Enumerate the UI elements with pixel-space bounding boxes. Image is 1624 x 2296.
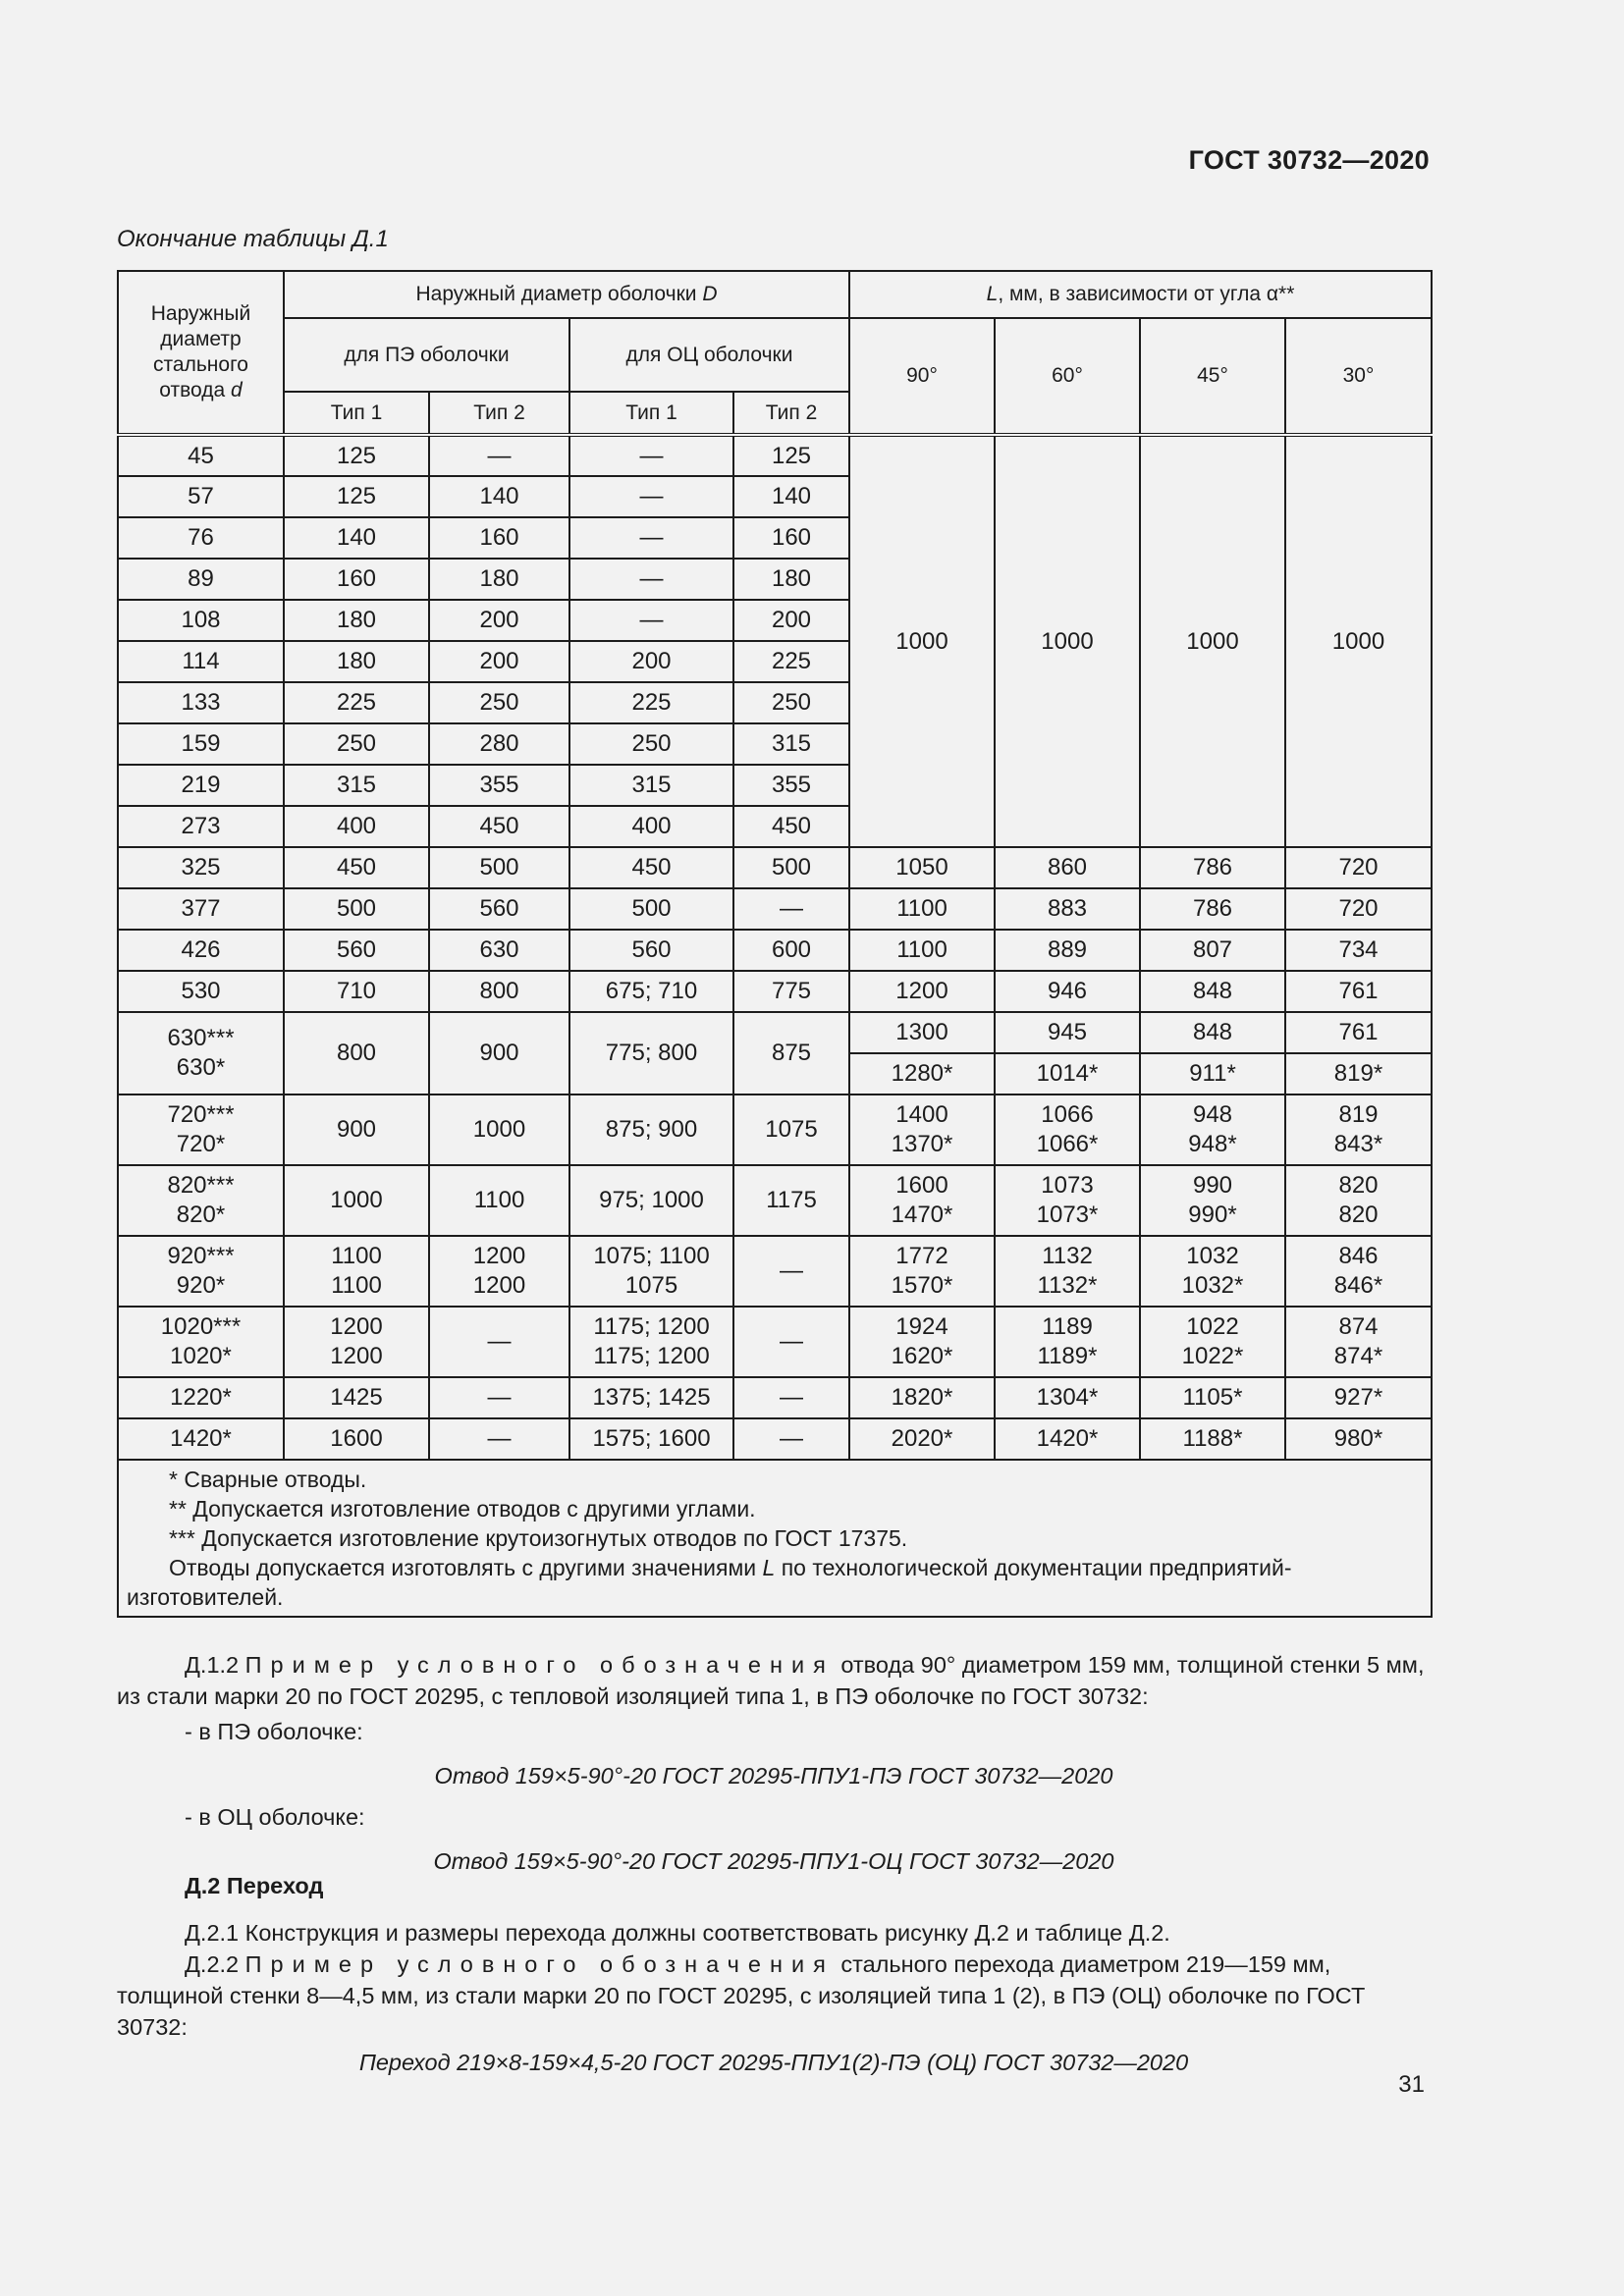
- table-cell: 900: [429, 1012, 569, 1095]
- table-row: [118, 1012, 1432, 1053]
- table-row: [118, 1377, 1432, 1418]
- table-cell: 560: [569, 930, 733, 971]
- steel-diameter-cell: 630*** 630*: [118, 1012, 284, 1095]
- table-cell: 200: [429, 641, 569, 682]
- header-oc-shell: для ОЦ оболочки: [569, 318, 849, 392]
- table-cell: 315: [284, 765, 429, 806]
- table-cell: 1050: [849, 847, 995, 888]
- table-cell: 1425: [284, 1377, 429, 1418]
- table-cell: 819 843*: [1285, 1095, 1432, 1165]
- note-4: Отводы допускается изготовлять с другими значениями L по технологической документации предприятий-изготовителей.: [127, 1555, 1292, 1610]
- table-cell: 900: [284, 1095, 429, 1165]
- table-cell: 140: [284, 517, 429, 559]
- table-cell: 1820*: [849, 1377, 995, 1418]
- table-cell: 775: [733, 971, 849, 1012]
- table-row: [118, 1165, 1432, 1236]
- table-cell: 1105*: [1140, 1377, 1285, 1418]
- header-pe-type2: Тип 2: [429, 392, 569, 435]
- table-cell: —: [733, 1418, 849, 1460]
- table-cell: 1200 1200: [429, 1236, 569, 1307]
- table-cell: 1280*: [849, 1053, 995, 1095]
- table-cell: 1924 1620*: [849, 1307, 995, 1377]
- table-cell: 250: [429, 682, 569, 723]
- table-cell: 160: [284, 559, 429, 600]
- table-cell: 450: [284, 847, 429, 888]
- steel-diameter-cell: 720*** 720*: [118, 1095, 284, 1165]
- table-cell: 630: [429, 930, 569, 971]
- oc-example: Отвод 159×5-90°-20 ГОСТ 20295-ППУ1-ОЦ ГОСТ 30732—2020: [433, 1848, 1114, 1874]
- table-cell: 560: [284, 930, 429, 971]
- steel-diameter-cell: 920*** 920*: [118, 1236, 284, 1307]
- table-cell: 1600 1470*: [849, 1165, 995, 1236]
- table-cell: 911*: [1140, 1053, 1285, 1095]
- table-cell: 948 948*: [1140, 1095, 1285, 1165]
- table-cell: —: [569, 517, 733, 559]
- table-cell: 500: [569, 888, 733, 930]
- table-cell: 1220*: [118, 1377, 284, 1418]
- table-cell: 860: [995, 847, 1140, 888]
- table-cell: 734: [1285, 930, 1432, 971]
- table-cell: 57: [118, 476, 284, 517]
- table-cell: 819*: [1285, 1053, 1432, 1095]
- table-cell: —: [569, 559, 733, 600]
- table-cell: 250: [569, 723, 733, 765]
- table-cell: 219: [118, 765, 284, 806]
- table-cell: 980*: [1285, 1418, 1432, 1460]
- length-group-cell: 1000: [1140, 435, 1285, 847]
- table-cell: 160: [733, 517, 849, 559]
- table-cell: 2020*: [849, 1418, 995, 1460]
- table-cell: 600: [733, 930, 849, 971]
- header-oc-type2: Тип 2: [733, 392, 849, 435]
- table-cell: 1300: [849, 1012, 995, 1053]
- table-cell: 1100: [429, 1165, 569, 1236]
- standard-header: ГОСТ 30732—2020: [1188, 145, 1430, 175]
- table-cell: 1100: [849, 930, 995, 971]
- table-cell: 800: [429, 971, 569, 1012]
- table-cell: 1420*: [995, 1418, 1140, 1460]
- note-1: * Сварные отводы.: [169, 1467, 367, 1492]
- table-cell: 1075; 1100 1075: [569, 1236, 733, 1307]
- table-cell: 875: [733, 1012, 849, 1095]
- table-cell: 325: [118, 847, 284, 888]
- table-cell: 250: [733, 682, 849, 723]
- table-cell: 1000: [284, 1165, 429, 1236]
- pe-example: Отвод 159×5-90°-20 ГОСТ 20295-ППУ1-ПЭ ГОСТ 30732—2020: [434, 1763, 1113, 1789]
- table-notes-row: [118, 1460, 1432, 1617]
- table-cell: 355: [429, 765, 569, 806]
- table-body: [118, 435, 1432, 1617]
- table-cell: 400: [569, 806, 733, 847]
- table-cell: 1075: [733, 1095, 849, 1165]
- table-cell: 1175: [733, 1165, 849, 1236]
- table-row: [118, 1095, 1432, 1165]
- d2-title: Д.2 Переход: [185, 1873, 324, 1898]
- table-cell: 761: [1285, 1012, 1432, 1053]
- table-row: [118, 1307, 1432, 1377]
- table-cell: 720: [1285, 888, 1432, 930]
- table-cell: —: [569, 476, 733, 517]
- table-row: [118, 1236, 1432, 1307]
- table-cell: 160: [429, 517, 569, 559]
- table-cell: 1175; 1200 1175; 1200: [569, 1307, 733, 1377]
- table-cell: —: [429, 435, 569, 476]
- table-cell: 108: [118, 600, 284, 641]
- d22-paragraph: Д.2.2 Пример условного обозначения стального перехода диаметром 219—159 мм, толщиной стенки 8—4,5 мм, из стали марки 20 по ГОСТ 20295, с изоляцией типа 1 (2), в ПЭ (ОЦ) оболочке по ГОСТ 30732:: [117, 1951, 1366, 2040]
- table-cell: 820 820: [1285, 1165, 1432, 1236]
- table-cell: 377: [118, 888, 284, 930]
- d22-example: Переход 219×8-159×4,5-20 ГОСТ 20295-ППУ1(2)-ПЭ (ОЦ) ГОСТ 30732—2020: [358, 2050, 1189, 2075]
- table-cell: 1200: [849, 971, 995, 1012]
- table-cell: —: [429, 1307, 569, 1377]
- table-cell: 76: [118, 517, 284, 559]
- table-cell: 180: [284, 641, 429, 682]
- pe-label: - в ПЭ оболочке:: [185, 1719, 363, 1744]
- table-cell: 450: [429, 806, 569, 847]
- table-cell: 200: [733, 600, 849, 641]
- table-row: [118, 930, 1432, 971]
- table-row: [118, 847, 1432, 888]
- table-cell: 450: [569, 847, 733, 888]
- table-caption: Окончание таблицы Д.1: [117, 226, 389, 252]
- table-cell: 560: [429, 888, 569, 930]
- table-cell: 807: [1140, 930, 1285, 971]
- table-cell: 89: [118, 559, 284, 600]
- table-cell: 846 846*: [1285, 1236, 1432, 1307]
- table-cell: 848: [1140, 1012, 1285, 1053]
- table-cell: 200: [569, 641, 733, 682]
- header-angle-30: 30°: [1285, 318, 1432, 435]
- table-cell: 1100 1100: [284, 1236, 429, 1307]
- table-cell: 1304*: [995, 1377, 1140, 1418]
- table-cell: 1420*: [118, 1418, 284, 1460]
- table-cell: 761: [1285, 971, 1432, 1012]
- table-cell: 945: [995, 1012, 1140, 1053]
- elbow-dimensions-table: [117, 270, 1433, 1618]
- table-cell: —: [429, 1377, 569, 1418]
- table-cell: 180: [284, 600, 429, 641]
- table-cell: 875; 900: [569, 1095, 733, 1165]
- table-cell: 1600: [284, 1418, 429, 1460]
- d12-paragraph: Д.1.2 Пример условного обозначения отвода 90° диаметром 159 мм, толщиной стенки 5 мм, из стали марки 20 по ГОСТ 20295, с тепловой изоляцией типа 1, в ПЭ оболочке по ГОСТ 30732:: [117, 1652, 1425, 1709]
- table-header: [118, 271, 1432, 435]
- length-group-cell: 1000: [849, 435, 995, 847]
- table-cell: 125: [733, 435, 849, 476]
- table-cell: 1014*: [995, 1053, 1140, 1095]
- table-row: [118, 971, 1432, 1012]
- length-group-cell: 1000: [995, 435, 1140, 847]
- table-cell: —: [733, 1307, 849, 1377]
- header-length-by-angle: L, мм, в зависимости от угла α**: [849, 271, 1432, 318]
- table-cell: —: [569, 600, 733, 641]
- table-cell: 1022 1022*: [1140, 1307, 1285, 1377]
- table-cell: 1375; 1425: [569, 1377, 733, 1418]
- table-cell: 1100: [849, 888, 995, 930]
- table-cell: 125: [284, 476, 429, 517]
- table-cell: 280: [429, 723, 569, 765]
- header-pe-type1: Тип 1: [284, 392, 429, 435]
- note-3: *** Допускается изготовление крутоизогнутых отводов по ГОСТ 17375.: [169, 1525, 908, 1551]
- table-cell: 355: [733, 765, 849, 806]
- section-d12: [117, 1649, 1431, 1877]
- oc-label: - в ОЦ оболочке:: [185, 1804, 365, 1830]
- table-cell: —: [569, 435, 733, 476]
- table-cell: 786: [1140, 847, 1285, 888]
- table-cell: 114: [118, 641, 284, 682]
- table-cell: 225: [569, 682, 733, 723]
- table-cell: 1188*: [1140, 1418, 1285, 1460]
- table-cell: 450: [733, 806, 849, 847]
- table-cell: 250: [284, 723, 429, 765]
- table-cell: 1772 1570*: [849, 1236, 995, 1307]
- table-cell: 990 990*: [1140, 1165, 1285, 1236]
- table-cell: 1073 1073*: [995, 1165, 1140, 1236]
- table-cell: 675; 710: [569, 971, 733, 1012]
- table-cell: 225: [733, 641, 849, 682]
- table-cell: 315: [569, 765, 733, 806]
- header-angle-90: 90°: [849, 318, 995, 435]
- table-cell: —: [733, 1377, 849, 1418]
- table-cell: 874 874*: [1285, 1307, 1432, 1377]
- table-cell: 848: [1140, 971, 1285, 1012]
- table-cell: 1200 1200: [284, 1307, 429, 1377]
- table-cell: —: [733, 1236, 849, 1307]
- table-cell: 927*: [1285, 1377, 1432, 1418]
- table-cell: 500: [733, 847, 849, 888]
- table-cell: 1189 1189*: [995, 1307, 1140, 1377]
- table-cell: 883: [995, 888, 1140, 930]
- note-2: ** Допускается изготовление отводов с другими углами.: [169, 1496, 756, 1522]
- d21-paragraph: Д.2.1 Конструкция и размеры перехода должны соответствовать рисунку Д.2 и таблице Д.2.: [185, 1920, 1170, 1946]
- table-cell: 1000: [429, 1095, 569, 1165]
- table-cell: 1132 1132*: [995, 1236, 1140, 1307]
- header-oc-type1: Тип 1: [569, 392, 733, 435]
- table-cell: 800: [284, 1012, 429, 1095]
- table-cell: —: [733, 888, 849, 930]
- steel-diameter-cell: 1020*** 1020*: [118, 1307, 284, 1377]
- table-notes: [118, 1460, 1432, 1617]
- table-cell: 946: [995, 971, 1140, 1012]
- table-cell: 889: [995, 930, 1140, 971]
- page-number: 31: [1398, 2071, 1425, 2098]
- header-steel-diameter: Наружный диаметр стального отвода d: [118, 271, 284, 435]
- header-angle-45: 45°: [1140, 318, 1285, 435]
- section-d2: [117, 1870, 1431, 2078]
- table-cell: 315: [733, 723, 849, 765]
- table-cell: 200: [429, 600, 569, 641]
- table-cell: 140: [429, 476, 569, 517]
- table-cell: 1066 1066*: [995, 1095, 1140, 1165]
- table-cell: 500: [429, 847, 569, 888]
- header-angle-60: 60°: [995, 318, 1140, 435]
- length-group-cell: 1000: [1285, 435, 1432, 847]
- steel-diameter-cell: 820*** 820*: [118, 1165, 284, 1236]
- table-cell: 1575; 1600: [569, 1418, 733, 1460]
- table-cell: 775; 800: [569, 1012, 733, 1095]
- table-cell: 500: [284, 888, 429, 930]
- table-row: [118, 888, 1432, 930]
- table-cell: —: [429, 1418, 569, 1460]
- table-cell: 720: [1285, 847, 1432, 888]
- table-cell: 45: [118, 435, 284, 476]
- table-cell: 140: [733, 476, 849, 517]
- table-cell: 159: [118, 723, 284, 765]
- table-cell: 530: [118, 971, 284, 1012]
- header-pe-shell: для ПЭ оболочки: [284, 318, 569, 392]
- table-row: [118, 435, 1432, 476]
- table-cell: 400: [284, 806, 429, 847]
- table-cell: 975; 1000: [569, 1165, 733, 1236]
- table-cell: 133: [118, 682, 284, 723]
- table-cell: 180: [733, 559, 849, 600]
- header-shell-diameter: Наружный диаметр оболочки D: [284, 271, 849, 318]
- table-cell: 786: [1140, 888, 1285, 930]
- table-cell: 1400 1370*: [849, 1095, 995, 1165]
- table-cell: 125: [284, 435, 429, 476]
- table-row: [118, 1418, 1432, 1460]
- table-cell: 273: [118, 806, 284, 847]
- table-cell: 1032 1032*: [1140, 1236, 1285, 1307]
- table-cell: 710: [284, 971, 429, 1012]
- table-cell: 225: [284, 682, 429, 723]
- table-cell: 180: [429, 559, 569, 600]
- table-cell: 426: [118, 930, 284, 971]
